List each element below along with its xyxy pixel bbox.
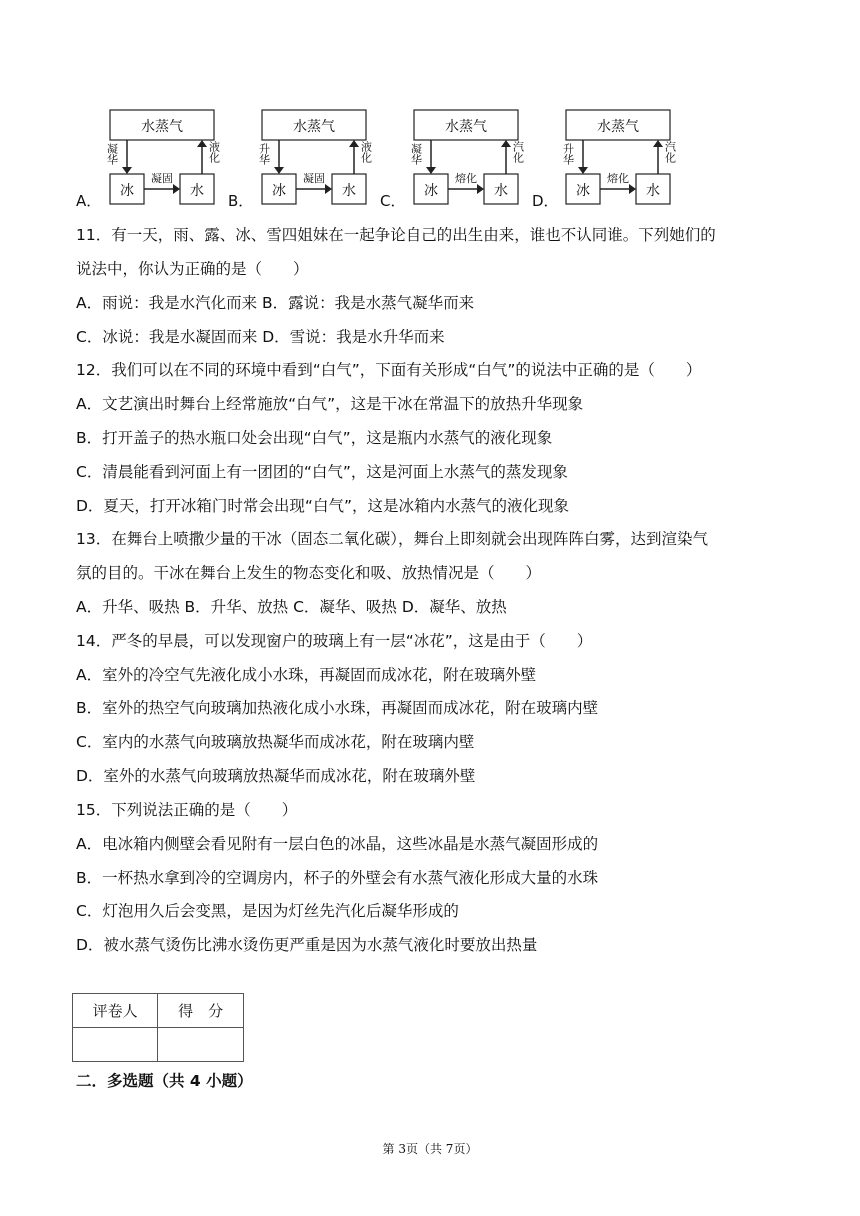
question-15-option-a: A．电冰箱内侧壁会看见附有一层白色的冰晶，这些冰晶是水蒸气凝固形成的 <box>76 835 599 853</box>
question-14-option-c: C．室内的水蒸气向玻璃放热凝华而成冰花，附在玻璃内壁 <box>76 733 475 751</box>
question-11-stem: 11．有一天，雨、露、冰、雪四姐妹在一起争论自己的出生由来，谁也不认同谁。下列她们的 <box>76 226 716 244</box>
left-arrow-label: 升华 <box>561 143 575 165</box>
vapor-label: 水蒸气 <box>445 119 487 135</box>
ice-label: 冰 <box>424 183 438 199</box>
water-label: 水 <box>342 183 356 199</box>
left-arrow-label: 凝华 <box>409 143 423 165</box>
question-12-stem: 12．我们可以在不同的环境中看到“白气”，下面有关形成“白气”的说法中正确的是（ ） <box>76 361 702 379</box>
score-table <box>72 993 244 1062</box>
phase-change-diagram <box>228 104 378 212</box>
question-14-stem: 14．严冬的早晨，可以发现窗户的玻璃上有一层“冰花”，这是由于（ ） <box>76 632 593 650</box>
question-15-option-d: D．被水蒸气烫伤比沸水烫伤更严重是因为水蒸气液化时要放出热量 <box>76 936 538 954</box>
options-diagrams-row <box>76 104 816 212</box>
question-15-option-b: B．一杯热水拿到冷的空调房内，杯子的外壁会有水蒸气液化形成大量的水珠 <box>76 869 599 887</box>
question-13-options: A．升华、吸热 B．升华、放热 C．凝华、吸热 D．凝华、放热 <box>76 598 507 616</box>
right-arrow-label: 液化 <box>207 141 221 163</box>
question-14-option-b: B．室外的热空气向玻璃加热液化成小水珠，再凝固而成冰花，附在玻璃内壁 <box>76 699 599 717</box>
question-11-stem-cont: 说法中，你认为正确的是（ ） <box>76 260 309 278</box>
right-arrow-label: 液化 <box>359 141 373 163</box>
middle-arrow-label: 熔化 <box>607 172 629 185</box>
question-14-option-a: A．室外的冷空气先液化成小水珠，再凝固而成冰花，附在玻璃外壁 <box>76 666 537 684</box>
water-label: 水 <box>646 183 660 199</box>
vapor-label: 水蒸气 <box>293 119 335 135</box>
reviewer-cell[interactable] <box>73 1028 158 1062</box>
question-12-option-b: B．打开盖子的热水瓶口处会出现“白气”，这是瓶内水蒸气的液化现象 <box>76 429 553 447</box>
question-15-option-c: C．灯泡用久后会变黑，是因为灯丝先汽化后凝华形成的 <box>76 902 459 920</box>
middle-arrow-label: 凝固 <box>303 172 325 185</box>
middle-arrow-label: 凝固 <box>151 172 173 185</box>
question-12-option-d: D．夏天，打开冰箱门时常会出现“白气”，这是冰箱内水蒸气的液化现象 <box>76 497 569 515</box>
reviewer-header: 评卷人 <box>73 994 158 1028</box>
left-arrow-label: 凝华 <box>105 143 119 165</box>
right-arrow-label: 汽化 <box>511 141 525 163</box>
question-11-options-ab: A．雨说：我是水汽化而来 B．露说：我是水蒸气凝华而来 <box>76 294 475 312</box>
score-cell[interactable] <box>158 1028 244 1062</box>
question-14-option-d: D．室外的水蒸气向玻璃放热凝华而成冰花，附在玻璃外壁 <box>76 767 476 785</box>
phase-change-diagram <box>532 104 682 212</box>
ice-label: 冰 <box>272 183 286 199</box>
option-letter: D． <box>532 192 559 210</box>
phase-change-diagram <box>76 104 226 212</box>
question-12-option-a: A．文艺演出时舞台上经常施放“白气”，这是干冰在常温下的放热升华现象 <box>76 395 584 413</box>
section-title: 二．多选题（共 4 小题） <box>76 1072 253 1090</box>
ice-label: 冰 <box>120 183 134 199</box>
left-arrow-label: 升华 <box>257 143 271 165</box>
score-header: 得 分 <box>158 994 244 1028</box>
right-arrow-label: 汽化 <box>663 141 677 163</box>
water-label: 水 <box>494 183 508 199</box>
middle-arrow-label: 熔化 <box>455 172 477 185</box>
question-13-stem-cont: 氛的目的。干冰在舞台上发生的物态变化和吸、放热情况是（ ） <box>76 564 542 582</box>
vapor-label: 水蒸气 <box>597 119 639 135</box>
ice-label: 冰 <box>576 183 590 199</box>
question-12-option-c: C．清晨能看到河面上有一团团的“白气”，这是河面上水蒸气的蒸发现象 <box>76 463 568 481</box>
page-footer: 第 3页（共 7页） <box>382 1142 478 1156</box>
option-letter: B． <box>228 192 254 210</box>
water-label: 水 <box>190 183 204 199</box>
option-letter: C． <box>380 192 406 210</box>
question-11-options-cd: C．冰说：我是水凝固而来 D．雪说：我是水升华而来 <box>76 328 445 346</box>
diagram-option-d <box>532 104 712 212</box>
phase-change-diagram <box>380 104 530 212</box>
question-13-stem: 13．在舞台上喷撒少量的干冰（固态二氧化碳），舞台上即刻就会出现阵阵白雾，达到渲染气 <box>76 530 708 548</box>
question-15-stem: 15．下列说法正确的是（ ） <box>76 801 298 819</box>
vapor-label: 水蒸气 <box>141 119 183 135</box>
option-letter: A． <box>76 192 102 210</box>
